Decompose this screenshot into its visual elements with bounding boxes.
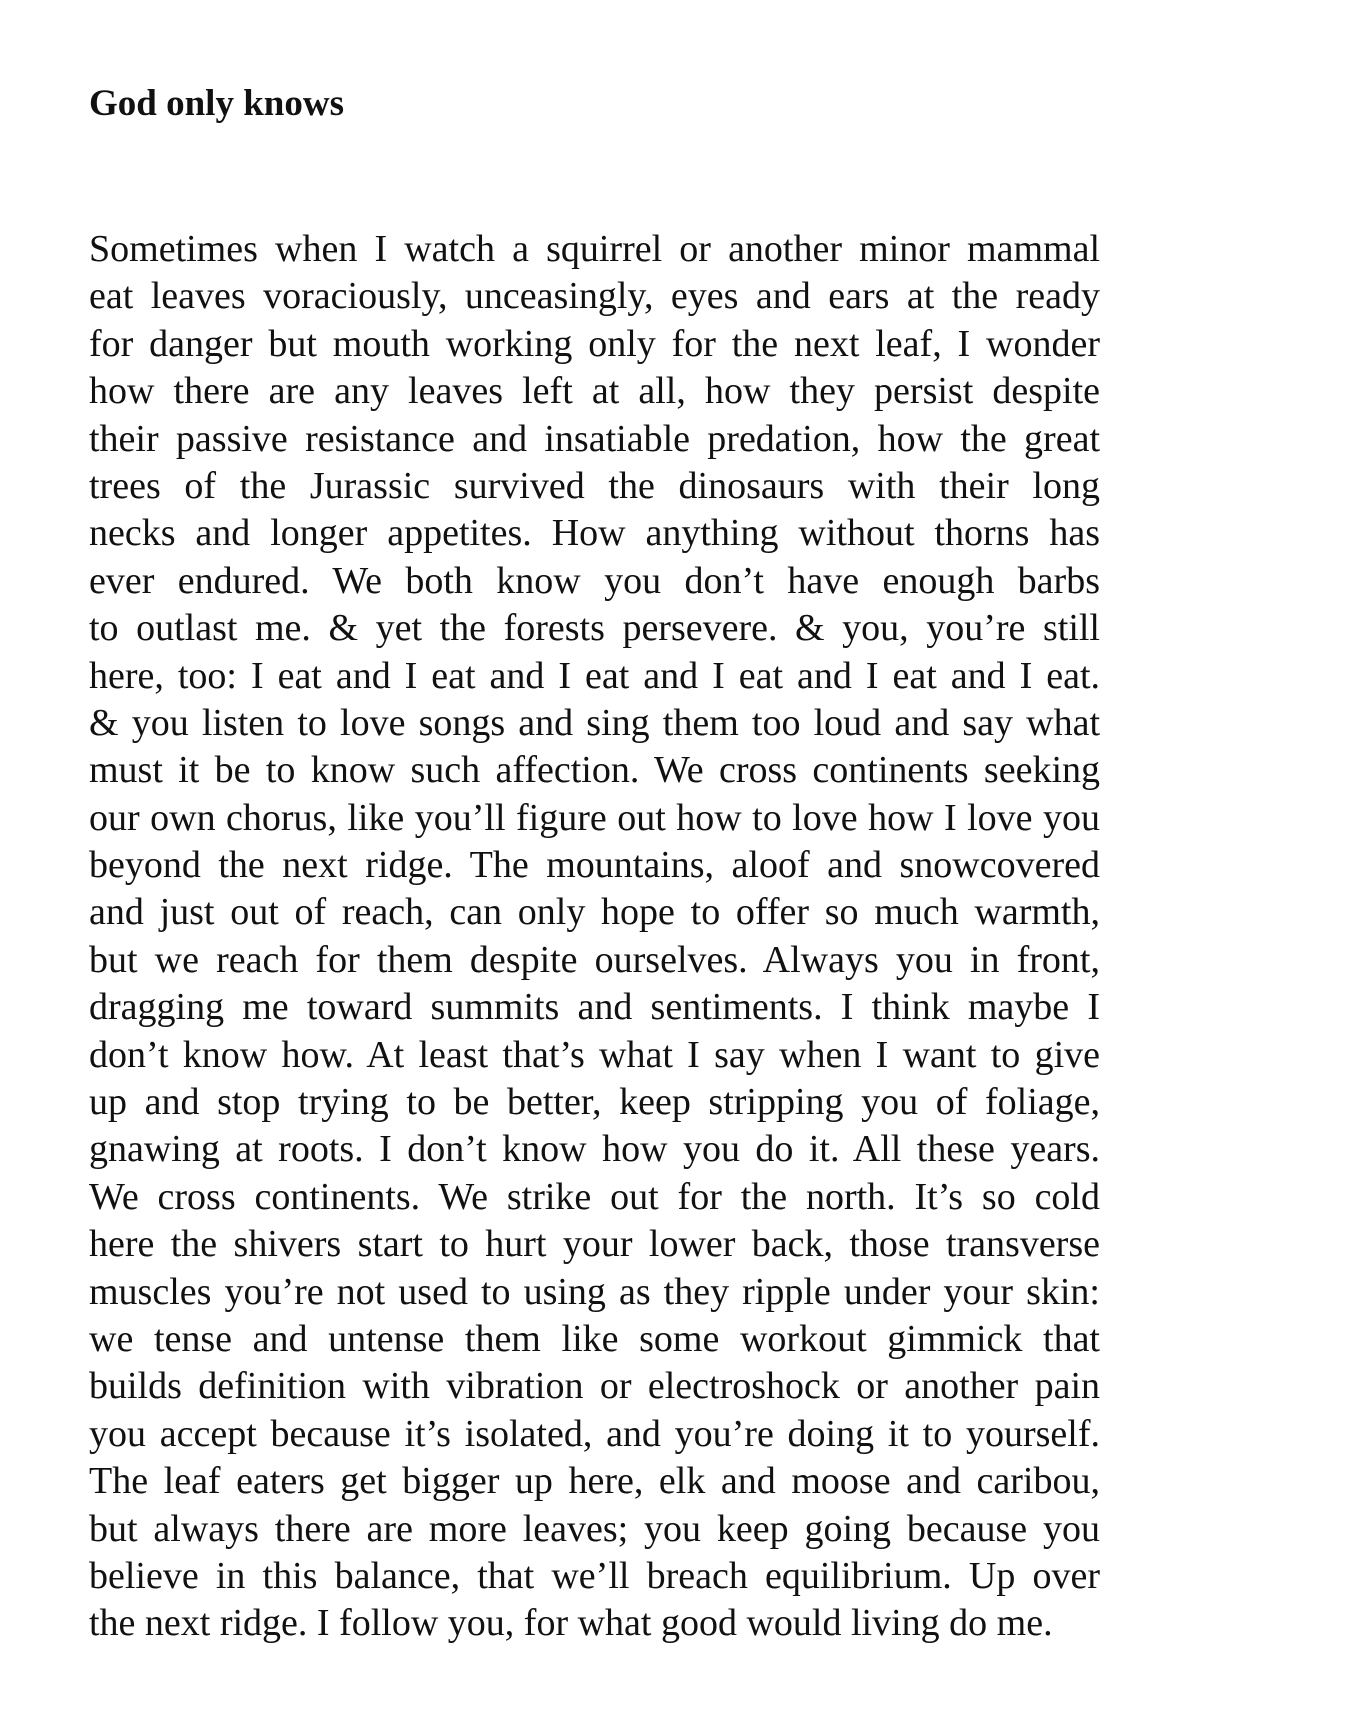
poem-line: how there are any leaves left at all, how they persist despite <box>89 370 1100 413</box>
poem-line: Sometimes when I watch a squirrel or another minor mammal <box>89 228 1100 270</box>
poem-line: here the shivers start to hurt your lower back, those transverse <box>89 1223 1100 1266</box>
poem-line: The leaf eaters get bigger up here, elk and moose and caribou, <box>89 1460 1100 1503</box>
poem-line: but we reach for them despite ourselves. Always you in front, <box>89 938 1100 981</box>
poem-line: dragging me toward summits and sentiments. I think maybe I <box>89 986 1100 1029</box>
poem-line: for danger but mouth working only for the next leaf, I wonder <box>89 322 1100 365</box>
poem-line: We cross continents. We strike out for the north. It’s so cold <box>89 1175 1100 1218</box>
poem-line: to outlast me. & yet the forests persevere. & you, you’re still <box>89 607 1100 650</box>
poem-line: trees of the Jurassic survived the dinosaurs with their long <box>89 464 1100 507</box>
poem-line: eat leaves voraciously, unceasingly, eyes and ears at the ready <box>89 275 1100 318</box>
poem-line: believe in this balance, that we’ll breach equilibrium. Up over <box>89 1554 1100 1597</box>
poem-line: up and stop trying to be better, keep stripping you of foliage, <box>89 1081 1100 1124</box>
poem-line: must it be to know such affection. We cross continents seeking <box>89 749 1100 792</box>
poem-title: God only knows <box>89 83 344 124</box>
poem-line: don’t know how. At least that’s what I say when I want to give <box>89 1033 1100 1076</box>
poem-line: but always there are more leaves; you keep going because you <box>89 1507 1100 1550</box>
poem-line: ever endured. We both know you don’t have enough barbs <box>89 559 1100 602</box>
poem-line: muscles you’re not used to using as they ripple under your skin: <box>89 1270 1100 1313</box>
poem-line: you accept because it’s isolated, and you’re doing it to yourself. <box>89 1412 1100 1455</box>
poem-line: the next ridge. I follow you, for what good would living do me. <box>89 1602 1053 1645</box>
poem-line: our own chorus, like you’ll figure out how to love how I love you <box>89 796 1100 839</box>
poem-line: their passive resistance and insatiable predation, how the great <box>89 417 1100 460</box>
poem-body <box>89 226 1100 1648</box>
poem-line: and just out of reach, can only hope to offer so much warmth, <box>89 891 1100 934</box>
poem-line: builds definition with vibration or electroshock or another pain <box>89 1365 1100 1408</box>
poem-line: necks and longer appetites. How anything without thorns has <box>89 512 1100 555</box>
poem-line: beyond the next ridge. The mountains, aloof and snowcovered <box>89 844 1100 887</box>
poem-line: here, too: I eat and I eat and I eat and I eat and I eat and I eat. <box>89 654 1100 697</box>
poem-line: & you listen to love songs and sing them too loud and say what <box>89 701 1100 744</box>
poem-line: gnawing at roots. I don’t know how you do it. All these years. <box>89 1128 1100 1171</box>
poem-line: we tense and untense them like some workout gimmick that <box>89 1317 1100 1360</box>
